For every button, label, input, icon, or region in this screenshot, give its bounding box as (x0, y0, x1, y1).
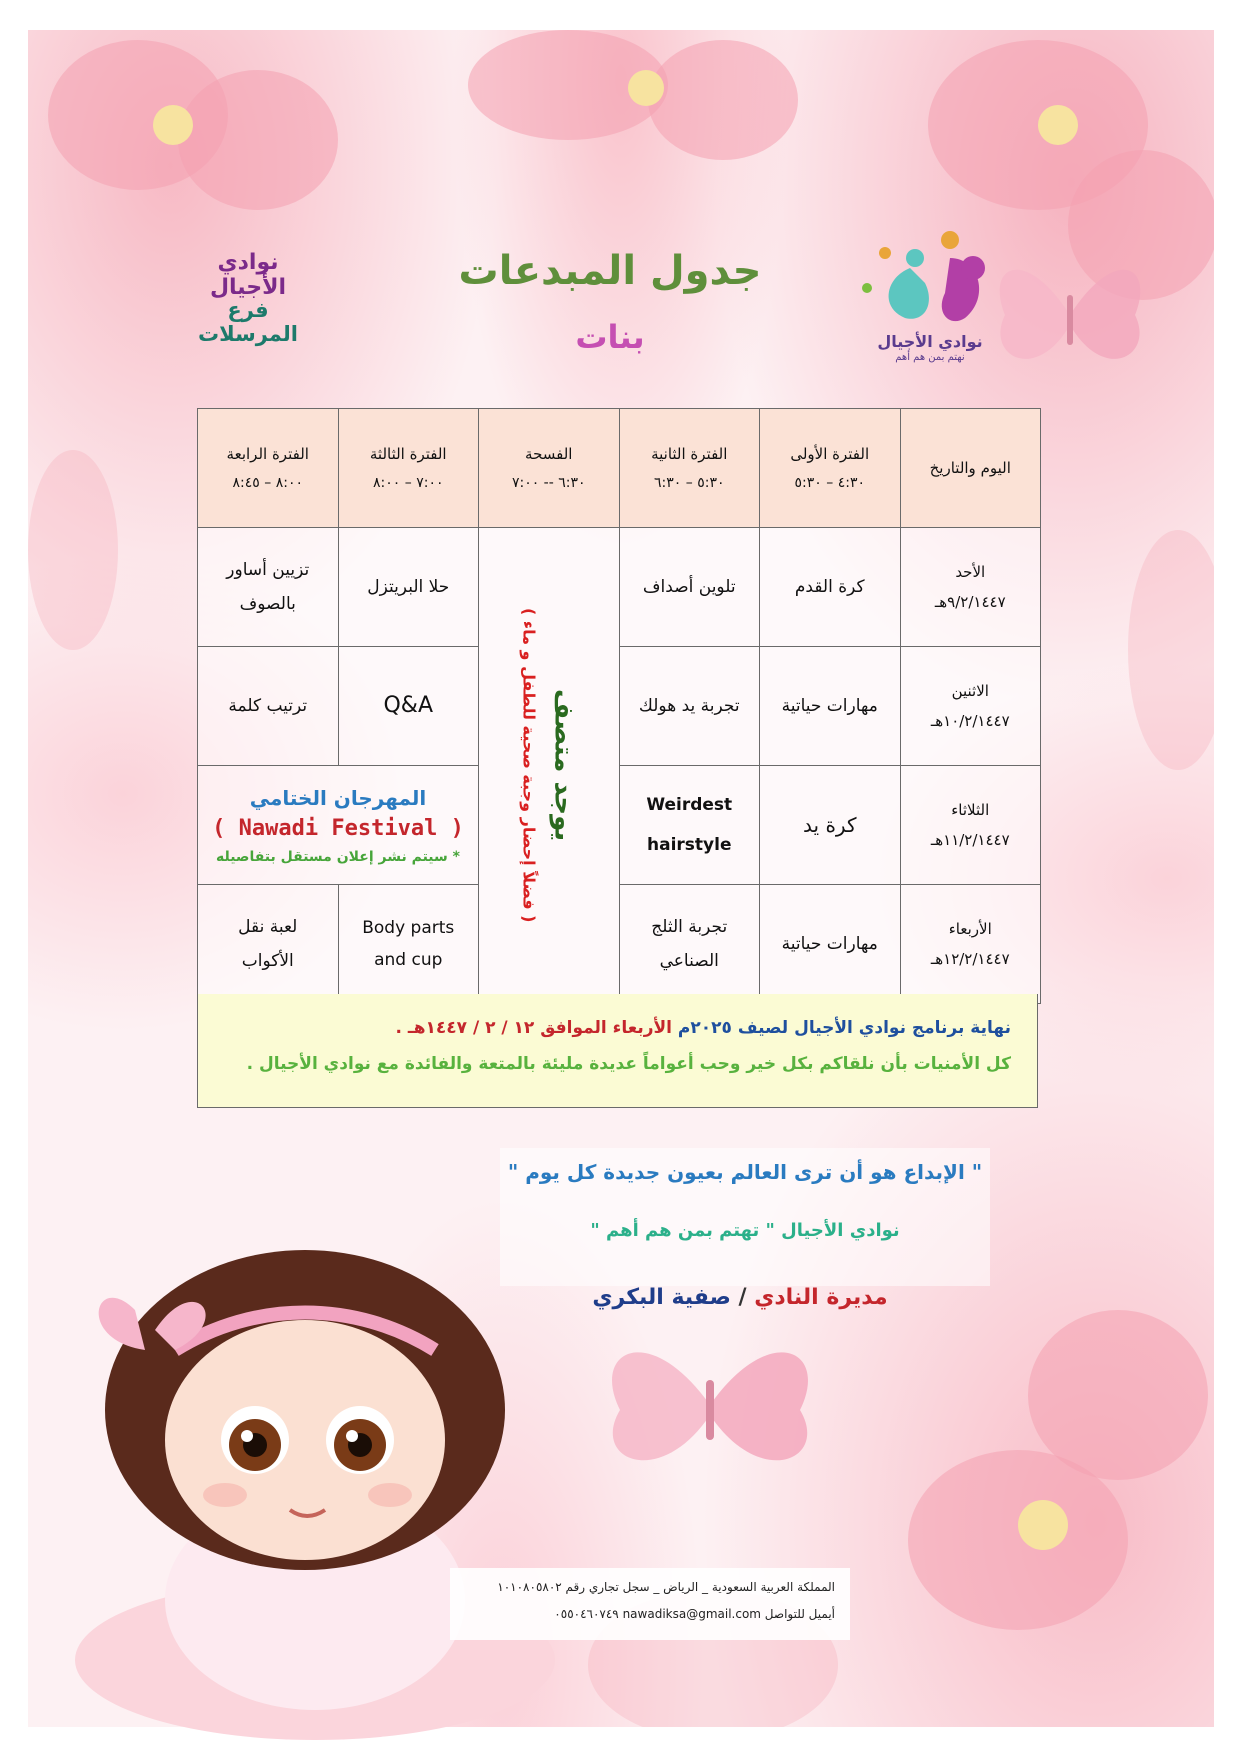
flower-petal (1028, 1310, 1208, 1480)
flower-center (1018, 1500, 1068, 1550)
director-signature: مديرة النادي / صفية البكري (592, 1285, 888, 1310)
period-4-cell: لعبة نقل الأكواب (198, 885, 339, 1004)
logo-tagline: نهتم بمن هم أهم (895, 352, 965, 363)
girl-illustration (55, 1240, 575, 1740)
day-cell: الاثنين ١٠/٢/١٤٤٧هـ (900, 647, 1041, 766)
butterfly-decoration (985, 235, 1155, 395)
header-break: الفسحة ٦:٣٠ -- ٧:٠٠ (479, 409, 620, 528)
closing-notice (197, 994, 1038, 1108)
flower-petal (1128, 530, 1214, 770)
period-2-cell: تلوين أصداف (619, 528, 760, 647)
club-logo (855, 228, 1005, 373)
branch-name: فرع المرسلات (198, 298, 298, 346)
table-row (198, 885, 1041, 1004)
page-subtitle: بنات (575, 318, 645, 356)
period-3-cell: حلا البريتزل (338, 528, 479, 647)
period-4-cell: تزيين أساور بالصوف (198, 528, 339, 647)
festival-name: ( Nawadi Festival ) (212, 815, 464, 841)
page-title: جدول المبدعات (458, 248, 762, 294)
table-row (198, 647, 1041, 766)
table-header-row (198, 409, 1041, 528)
header-period-2: الفترة الثانية ٥:٣٠ – ٦:٣٠ (619, 409, 760, 528)
logo-name: نوادي الأجيال (877, 332, 983, 351)
header-period-4: الفترة الرابعة ٨:٠٠ – ٨:٤٥ (198, 409, 339, 528)
period-1-cell: مهارات حياتية (760, 885, 901, 1004)
footer-address: المملكة العربية السعودية _ الرياض _ سجل تجاري رقم ١٠١٠٨٠٥٨٠٢ (497, 1580, 835, 1594)
table-row (198, 766, 1041, 885)
flower-center (1038, 105, 1078, 145)
quote-creativity: " الإبداع هو أن ترى العالم بعيون جديدة كل يوم " (507, 1160, 983, 1184)
day-cell: الثلاثاء ١١/٢/١٤٤٧هـ (900, 766, 1041, 885)
period-3-cell: Q&A (338, 647, 479, 766)
festival-note: * سيتم نشر إعلان مستقل بتفاصيله (216, 848, 460, 865)
festival-title: المهرجان الختامي (249, 785, 427, 810)
period-3-cell: Body parts and cup (338, 885, 479, 1004)
break-label: يوجد متصف (548, 689, 579, 842)
flower-center (628, 70, 664, 106)
period-4-cell: ترتيب كلمة (198, 647, 339, 766)
period-2-cell: Weirdest hairstyle (619, 766, 760, 885)
period-1-cell: مهارات حياتية (760, 647, 901, 766)
header-period-3: الفترة الثالثة ٧:٠٠ – ٨:٠٠ (338, 409, 479, 528)
flower-center (153, 105, 193, 145)
header-period-1: الفترة الأولى ٤:٣٠ – ٥:٣٠ (760, 409, 901, 528)
club-name: نوادي الأجيال (209, 250, 287, 300)
period-1-cell: كرة القدم (760, 528, 901, 647)
schedule-table (197, 408, 1041, 1004)
day-cell: الأحد ٩/٢/١٤٤٧هـ (900, 528, 1041, 647)
day-cell: الأربعاء ١٢/٢/١٤٤٧هـ (900, 885, 1041, 1004)
notice-line-1: نهاية برنامج نوادي الأجيال لصيف ٢٠٢٥م الأربعاء الموافق ١٢ / ٢ / ١٤٤٧هـ . (395, 1018, 1011, 1038)
break-cell (479, 528, 620, 1004)
flower-petal (648, 40, 798, 160)
header-day: اليوم والتاريخ (900, 409, 1041, 528)
break-note: ( فضلاً إحضار وجبة صحية للطفل و ماء ) (519, 608, 539, 923)
quote-slogan: نوادي الأجيال " تهتم بمن هم أهم " (590, 1220, 900, 1241)
footer-panel (450, 1568, 850, 1640)
butterfly-decoration (590, 1320, 830, 1490)
footer-contact: أيميل للتواصل nawadiksa@gmail.com ٠٥٥٠٤٦٠٧٤٩ (554, 1607, 835, 1621)
logo-figures-icon (855, 228, 1005, 333)
period-2-cell: تجربة يد هولك (619, 647, 760, 766)
table-row (198, 528, 1041, 647)
period-2-cell: تجربة الثلج الصناعي (619, 885, 760, 1004)
notice-line-2: كل الأمنيات بأن نلقاكم بكل خير وحب أعواماً عديدة مليئة بالمتعة والفائدة مع نوادي الأجيال . (246, 1054, 1011, 1074)
flower-petal (28, 450, 118, 650)
festival-cell (198, 766, 479, 885)
flower-petal (178, 70, 338, 210)
period-1-cell: كرة يد (760, 766, 901, 885)
